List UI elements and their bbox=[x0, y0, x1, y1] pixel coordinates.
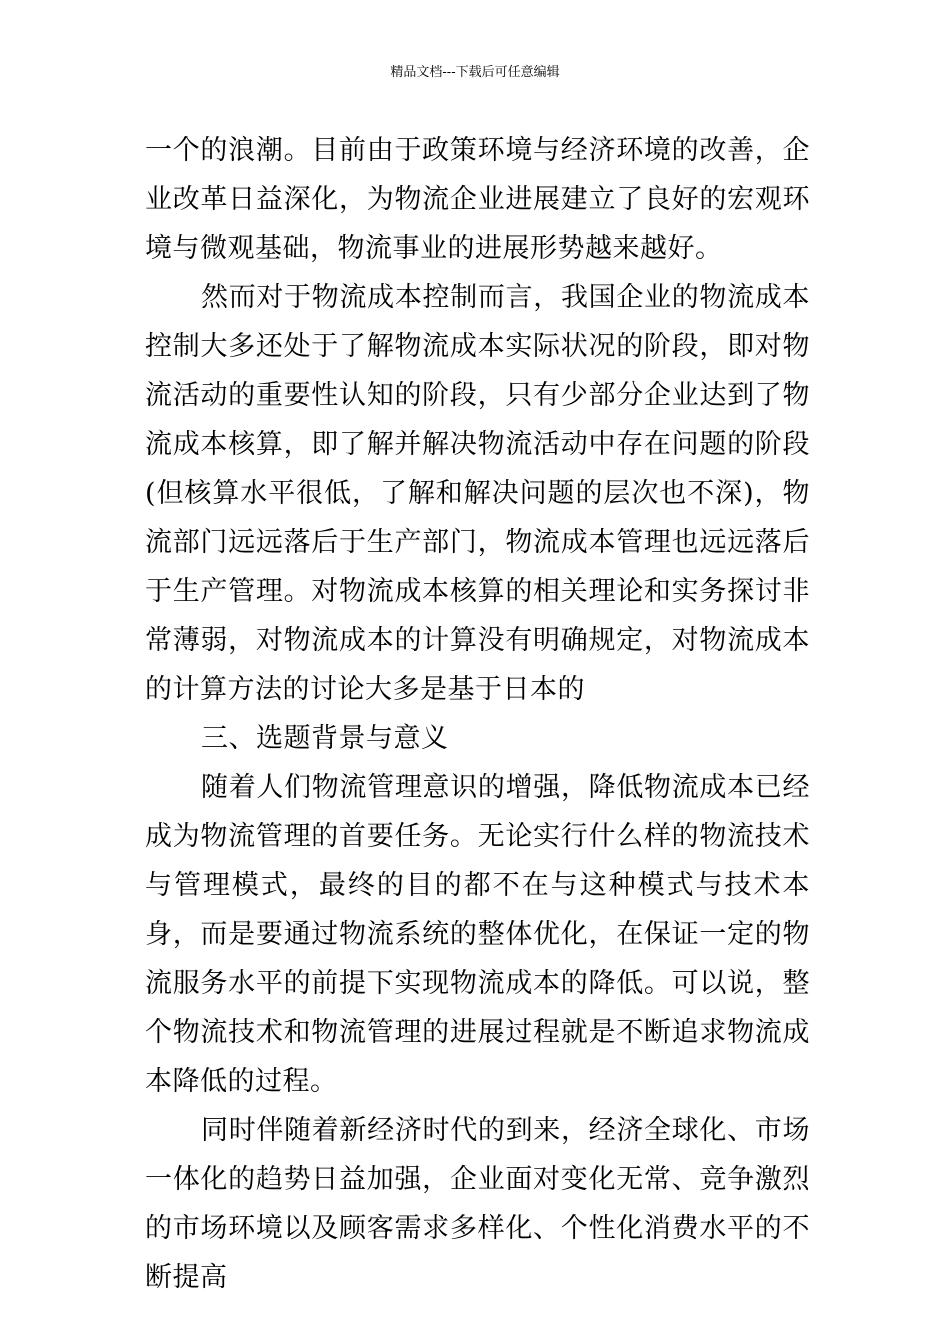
paragraph-continuation: 一个的浪潮。目前由于政策环境与经济环境的改善，企业改革日益深化，为物流企业进展建立了良好的宏观环境与微观基础，物流事业的进展形势越来越好。 bbox=[145, 135, 810, 264]
paragraph-new-economy: 同时伴随着新经济时代的到来，经济全球化、市场一体化的趋势日益加强，企业面对变化无常、竞争激烈的市场环境以及顾客需求多样化、个性化消费水平的不断提高 bbox=[145, 1115, 810, 1293]
paragraph-cost-control: 然而对于物流成本控制而言，我国企业的物流成本控制大多还处于了解物流成本实际状况的阶段，即对物流活动的重要性认知的阶段，只有少部分企业达到了物流成本核算，即了解并解决物流活动中存在问题的阶段(但核算水平很低，了解和解决问题的层次也不深)，物流部门远远落后于生产部门，物流成本管理也远远落后于生产管理。对物流成本核算的相关理论和实务探讨非常薄弱，对物流成本的计算没有明确规定，对物流成本的计算方法的讨论大多是基于日本的 bbox=[145, 282, 810, 705]
paragraph-background: 随着人们物流管理意识的增强，降低物流成本已经成为物流管理的首要任务。无论实行什么样的物流技术与管理模式，最终的目的都不在与这种模式与技术本身，而是要通过物流系统的整体优化，在保证一定的物流服务水平的前提下实现物流成本的降低。可以说，整个物流技术和物流管理的进展过程就是不断追求物流成本降低的过程。 bbox=[145, 772, 810, 1097]
page-header: 精品文档---下载后可任意编辑 bbox=[390, 65, 560, 80]
section-heading: 三、选题背景与意义 bbox=[201, 723, 449, 754]
document-body bbox=[145, 126, 810, 1302]
